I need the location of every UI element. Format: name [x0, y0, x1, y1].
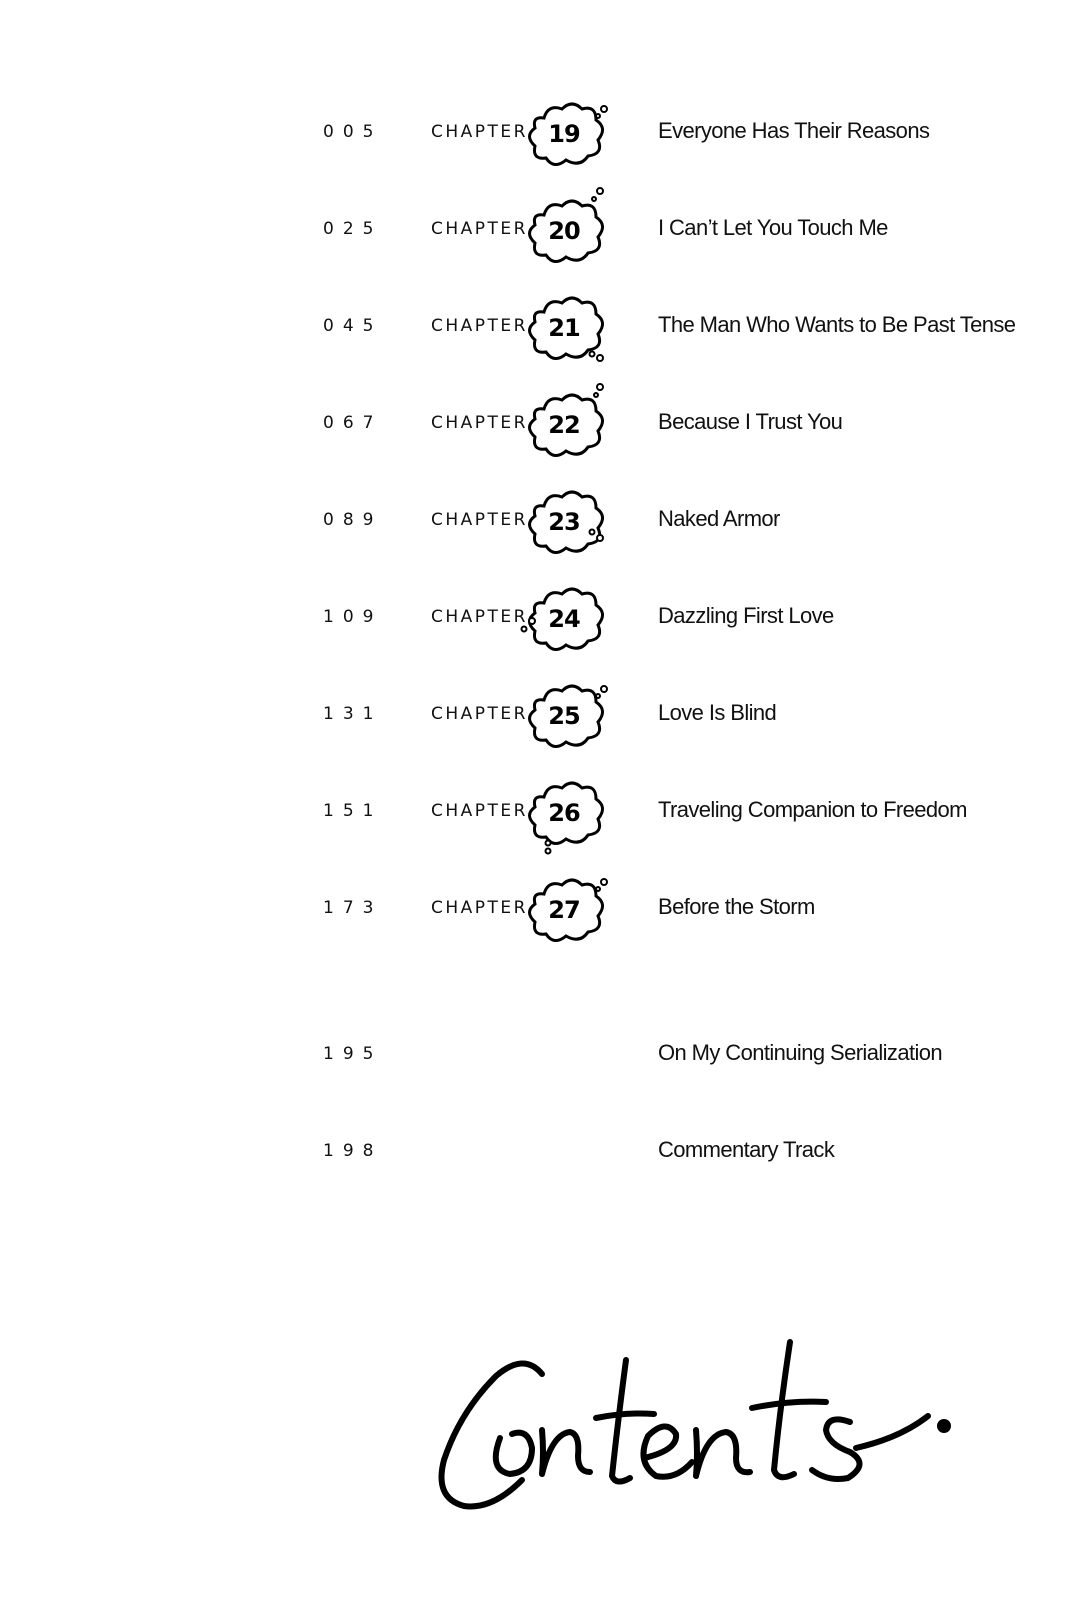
thought-bubble-icon: [518, 777, 614, 855]
toc-entry-chapter-22[interactable]: [0, 385, 1067, 465]
chapter-label: CHAPTER: [431, 413, 528, 433]
section-title: On My Continuing Serialization: [658, 1040, 943, 1065]
page-number: 045: [323, 316, 383, 336]
chapter-number: 22: [548, 411, 580, 439]
toc-entry-chapter-23[interactable]: [0, 482, 1067, 562]
thought-bubble-icon: [518, 680, 614, 758]
thought-bubble-icon: [518, 583, 614, 661]
chapter-label: CHAPTER: [431, 316, 528, 336]
page-number: 067: [323, 413, 383, 433]
chapter-number: 26: [548, 799, 580, 827]
chapter-label: CHAPTER: [431, 607, 528, 627]
chapter-label: CHAPTER: [431, 801, 528, 821]
thought-bubble-icon: [518, 292, 614, 370]
thought-bubble-icon: [518, 874, 614, 952]
chapter-title: Before the Storm: [658, 894, 815, 919]
chapter-number: 20: [548, 217, 580, 245]
chapter-label: CHAPTER: [431, 898, 528, 918]
page-number: 089: [323, 510, 383, 530]
chapter-title: The Man Who Wants to Be Past Tense: [658, 312, 1016, 337]
chapter-title: I Can’t Let You Touch Me: [658, 215, 888, 240]
chapter-title: Naked Armor: [658, 506, 780, 531]
page-number: 005: [323, 122, 383, 142]
chapter-title: Because I Trust You: [658, 409, 843, 434]
chapter-number: 21: [548, 314, 580, 342]
page-number: 198: [323, 1141, 383, 1161]
chapter-label: CHAPTER: [431, 219, 528, 239]
page-number: 173: [323, 898, 383, 918]
thought-bubble-icon: [518, 486, 614, 564]
chapter-number: 27: [548, 896, 580, 924]
chapter-number: 23: [548, 508, 580, 536]
chapter-number: 24: [548, 605, 580, 633]
page-number: 195: [323, 1044, 383, 1064]
chapter-title: Love Is Blind: [658, 700, 777, 725]
chapter-label: CHAPTER: [431, 704, 528, 724]
chapter-label: CHAPTER: [431, 122, 528, 142]
page-number: 131: [323, 704, 383, 724]
page-number: 025: [323, 219, 383, 239]
page-number: 151: [323, 801, 383, 821]
toc-entry-chapter-20[interactable]: [0, 191, 1067, 271]
toc-entry-commentary[interactable]: [0, 1113, 1067, 1193]
chapter-title: Traveling Companion to Freedom: [658, 797, 967, 822]
toc-entry-chapter-19[interactable]: [0, 94, 1067, 174]
contents-heading-handwritten: [430, 1330, 970, 1530]
toc-entry-chapter-26[interactable]: [0, 773, 1067, 853]
section-title: Commentary Track: [658, 1137, 835, 1162]
chapter-title: Dazzling First Love: [658, 603, 834, 628]
page-number: 109: [323, 607, 383, 627]
thought-bubble-icon: [518, 389, 614, 467]
toc-entry-chapter-21[interactable]: [0, 288, 1067, 368]
contents-script-art: [430, 1330, 970, 1530]
chapter-label: CHAPTER: [431, 510, 528, 530]
toc-entry-serialization[interactable]: [0, 1016, 1067, 1096]
chapter-number: 19: [548, 120, 580, 148]
toc-entry-chapter-24[interactable]: [0, 579, 1067, 659]
thought-bubble-icon: [518, 98, 614, 176]
chapter-title: Everyone Has Their Reasons: [658, 118, 930, 143]
toc-entry-chapter-27[interactable]: [0, 870, 1067, 950]
thought-bubble-icon: [518, 195, 614, 273]
chapter-number: 25: [548, 702, 580, 730]
toc-entry-chapter-25[interactable]: [0, 676, 1067, 756]
